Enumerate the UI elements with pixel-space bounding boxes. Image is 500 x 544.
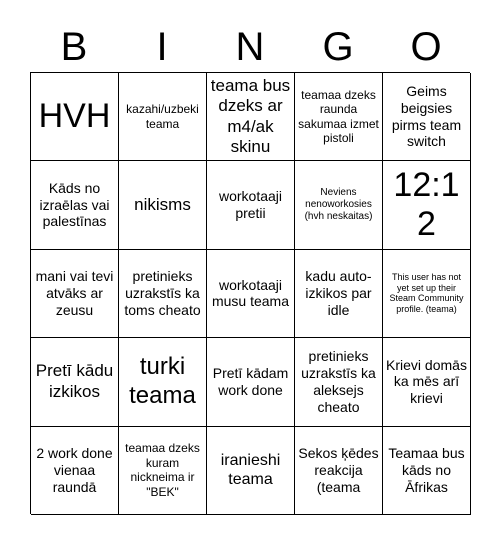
cell-text: kadu auto-izkikos par idle <box>305 268 372 318</box>
header-letter-o: O <box>410 25 442 69</box>
cell-text: Teamaa bus kāds no Āfrikas <box>388 445 465 495</box>
bingo-cell[interactable] <box>31 427 119 515</box>
bingo-cell[interactable] <box>383 73 471 161</box>
cell-text: workotaaji pretii <box>218 188 283 222</box>
bingo-cell[interactable] <box>207 73 295 161</box>
cell-text: HVH <box>38 97 111 136</box>
bingo-cell[interactable] <box>207 427 295 515</box>
cell-text: Pretī kādu izkikos <box>35 361 114 401</box>
header-letter-g: G <box>322 25 354 69</box>
header-letter-i: I <box>156 25 168 69</box>
cell-text: pretinieks uzrakstīs ka aleksejs cheato <box>301 348 376 415</box>
cell-text: Kāds no izraēlas vai palestīnas <box>39 179 110 230</box>
bingo-cell[interactable] <box>383 161 471 249</box>
cell-text: pretinieks uzrakstīs ka toms cheato <box>124 268 201 318</box>
cell-text: Krievi domās ka mēs arī krievi <box>386 356 467 407</box>
cell-text: teama bus dzeks ar m4/ak skinu <box>210 75 291 157</box>
bingo-cell[interactable] <box>31 338 119 426</box>
cell-text: This user has not yet set up their Steam Community profile. (teama) <box>389 271 464 315</box>
bingo-cell[interactable] <box>119 427 207 515</box>
bingo-header <box>30 22 470 72</box>
cell-text: teamaa dzeks raunda sakumaa izmet pistoli <box>298 87 379 146</box>
cell-text: 2 work done vienaa raundā <box>36 445 113 495</box>
bingo-cell[interactable] <box>295 73 383 161</box>
bingo-board <box>30 72 470 514</box>
bingo-cell[interactable] <box>383 427 471 515</box>
bingo-cell[interactable] <box>207 250 295 338</box>
cell-text: teamaa dzeks kuram nickneima ir "BEK" <box>125 441 200 499</box>
cell-text: nikisms <box>134 194 191 214</box>
bingo-cell[interactable] <box>119 161 207 249</box>
bingo-cell[interactable] <box>119 73 207 161</box>
bingo-cell[interactable] <box>119 250 207 338</box>
bingo-cell[interactable] <box>31 250 119 338</box>
bingo-cell[interactable] <box>383 250 471 338</box>
bingo-cell[interactable] <box>295 427 383 515</box>
bingo-cell[interactable] <box>207 161 295 249</box>
cell-text: Pretī kādam work done <box>212 365 289 398</box>
cell-text: 12:12 <box>393 165 460 244</box>
bingo-cell[interactable] <box>295 161 383 249</box>
bingo-cell[interactable] <box>295 338 383 426</box>
bingo-cell[interactable] <box>295 250 383 338</box>
bingo-cell[interactable] <box>383 338 471 426</box>
cell-text: Sekos ķēdes reakcija (teama <box>298 445 379 495</box>
bingo-cell[interactable] <box>31 161 119 249</box>
bingo-cell[interactable] <box>119 338 207 426</box>
cell-text: Geims beigsies pirms team switch <box>391 83 462 150</box>
bingo-cell[interactable] <box>207 338 295 426</box>
cell-text: iranieshi teama <box>220 452 281 489</box>
header-letter-n: N <box>235 25 265 69</box>
cell-text: workotaaji musu teama <box>211 276 290 310</box>
cell-text: kazahi/uzbeki teama <box>126 102 199 131</box>
cell-text: Neviens nenoworkosies (hvh neskaitas) <box>304 187 373 223</box>
bingo-cell[interactable] <box>31 73 119 161</box>
header-letter-b: B <box>60 25 88 69</box>
cell-text: mani vai tevi atvāks ar zeusu <box>35 268 114 318</box>
cell-text: turki teama <box>129 353 196 409</box>
